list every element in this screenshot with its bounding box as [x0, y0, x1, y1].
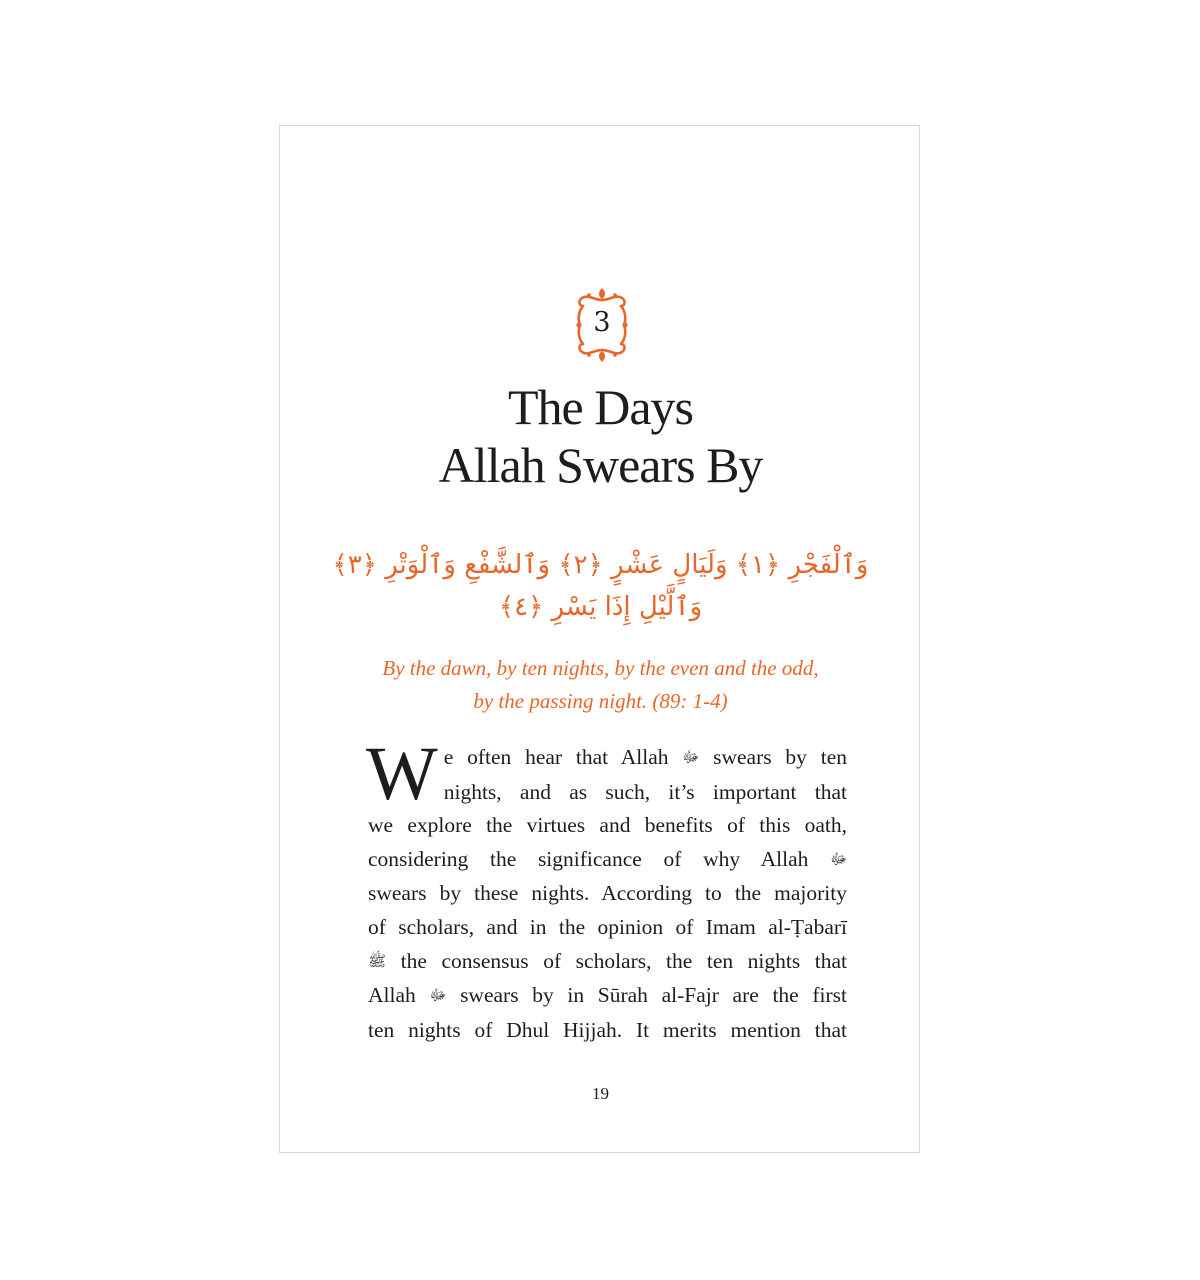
body-line-2: nights, and as such, it’s important that — [443, 779, 847, 804]
body-text: considering the significance of why Allah — [368, 846, 809, 871]
body-line-5: swears by these nights. According to the majority — [368, 881, 847, 906]
honorific-icon: ﷺ — [368, 953, 387, 970]
body-paragraph — [366, 732, 848, 1047]
quran-verse-arabic — [300, 544, 901, 628]
chapter-title — [280, 378, 921, 494]
body-text: swears by ten — [713, 745, 847, 769]
body-line-6: of scholars, and in the opinion of Imam al-Ṭabarī — [368, 914, 847, 939]
honorific-icon: ﷻ — [429, 988, 447, 1005]
body-line-4 — [368, 843, 847, 878]
body-text: the consensus of scholars, the ten nights that — [400, 948, 847, 973]
body-text: Allah — [368, 983, 416, 1008]
honorific-icon: ﷻ — [830, 851, 847, 868]
body-line-7 — [368, 945, 847, 980]
arabic-line-2: وَٱلَّيْلِ إِذَا يَسْرِ ﴿٤﴾ — [498, 592, 703, 622]
chapter-number: 3 — [593, 307, 611, 338]
body-line-1 — [368, 741, 847, 776]
body-line-9: ten nights of Dhul Hijjah. It merits mention that — [368, 1017, 847, 1042]
chapter-ornament — [574, 286, 630, 364]
drop-cap: W — [366, 732, 438, 816]
body-text: e often hear that Allah — [443, 745, 669, 769]
page-number: 19 — [592, 1084, 609, 1103]
body-text: swears by in Sūrah al-Fajr are the first — [460, 983, 848, 1008]
book-page — [279, 125, 920, 1153]
arabic-line-1: وَٱلْفَجْرِ ﴿١﴾ وَلَيَالٍ عَشْرٍ ﴿٢﴾ وَٱلشَّفْعِ وَٱلْوَتْرِ ﴿٣﴾ — [332, 550, 869, 580]
chapter-title-line-1: The Days — [508, 379, 693, 435]
honorific-icon: ﷻ — [682, 750, 700, 766]
body-line-8 — [368, 979, 847, 1014]
translation-line-2: by the passing night. (89: 1-4) — [473, 689, 728, 713]
chapter-title-line-2: Allah Swears By — [438, 437, 763, 493]
verse-translation — [300, 652, 901, 718]
translation-line-1: By the dawn, by ten nights, by the even and the odd, — [382, 656, 819, 680]
body-line-3: we explore the virtues and benefits of this oath, — [368, 813, 847, 838]
